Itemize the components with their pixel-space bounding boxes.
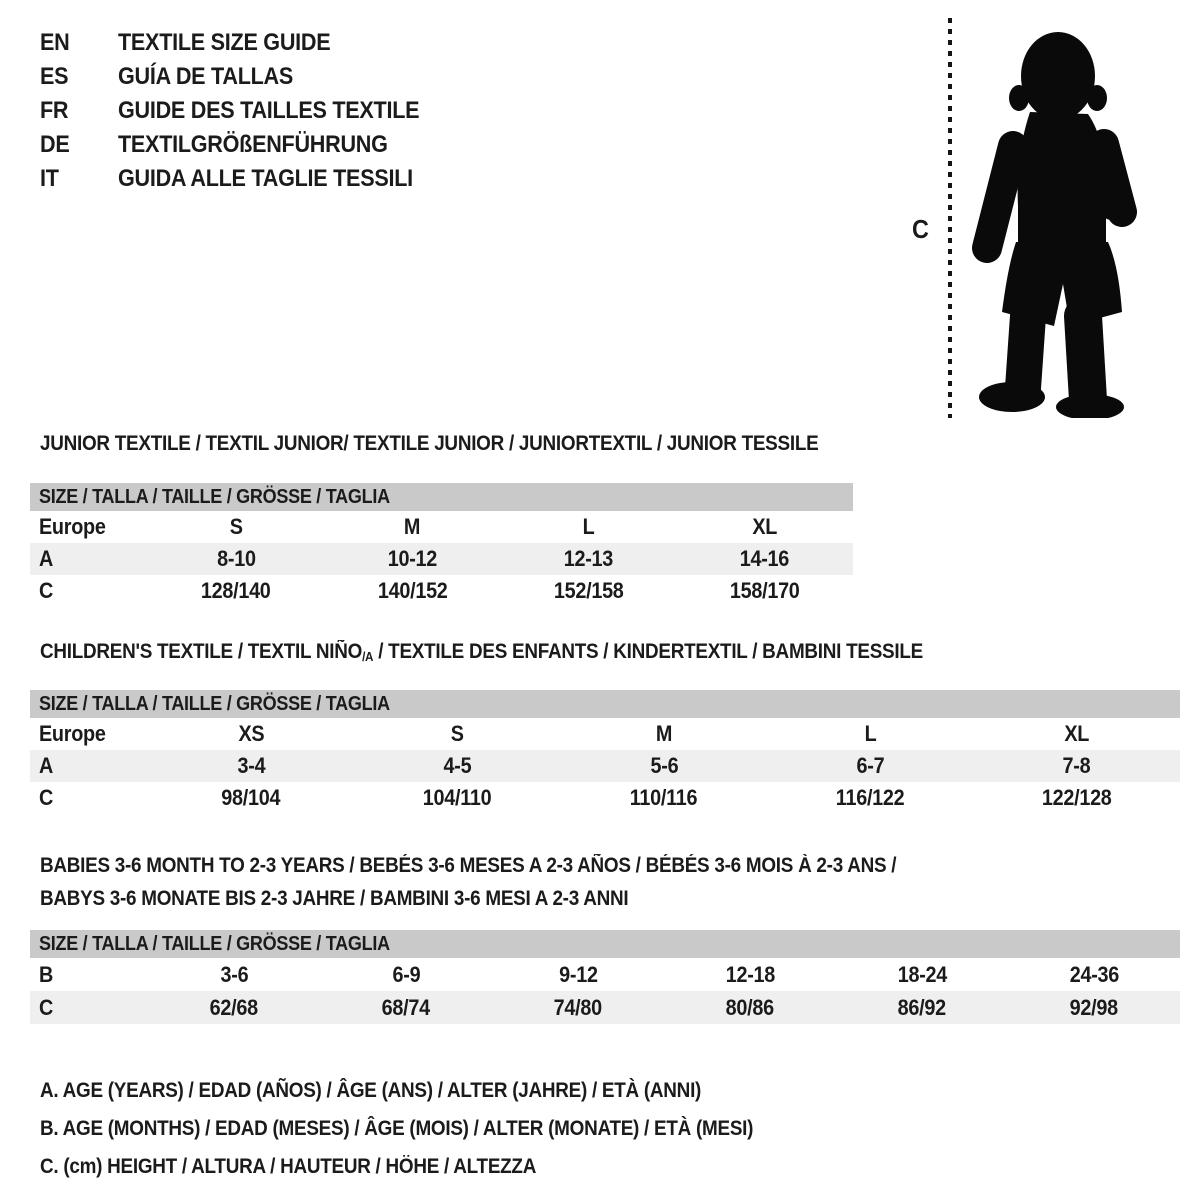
- table-cell: [664, 995, 836, 1021]
- babies-heading-line1: BABIES 3-6 MONTH TO 2-3 YEARS / BEBÉS 3-6 MESES A 2-3 AÑOS / BÉBÉS 3-6 MOIS À 2-3 ANS /: [40, 854, 897, 877]
- table-cell-text: 152/158: [553, 578, 624, 603]
- language-row-en: [40, 26, 453, 60]
- row-label-text: A: [39, 753, 54, 778]
- table-cell: [324, 514, 500, 540]
- table-cell: [320, 962, 492, 988]
- table-cell: [324, 578, 500, 604]
- size-header-bar: [30, 483, 853, 511]
- table-cell: [501, 514, 677, 540]
- table-row: [30, 718, 1180, 750]
- table-row: [30, 958, 1180, 991]
- legend-text-c: C. (cm) HEIGHT / ALTURA / HAUTEUR / HÖHE / ALTEZZA: [40, 1155, 537, 1178]
- language-code: FR: [40, 97, 69, 124]
- table-cell: [561, 721, 767, 747]
- table-cell: [148, 995, 320, 1021]
- table-cell: [767, 753, 973, 779]
- table-cell: [561, 785, 767, 811]
- table-cell-text: 158/170: [730, 578, 800, 603]
- table-cell-text: 5-6: [650, 753, 678, 778]
- table-row: [30, 750, 1180, 782]
- table-cell-text: 6-7: [856, 753, 885, 778]
- table-cell: [148, 785, 354, 811]
- language-title: GUIDA ALLE TAGLIE TESSILI: [118, 165, 413, 192]
- table-cell: [148, 962, 320, 988]
- table-cell: [501, 578, 677, 604]
- language-title-list: [40, 26, 453, 196]
- row-label: [30, 962, 148, 988]
- language-row-es: [40, 60, 453, 94]
- table-cell-text: 110/116: [630, 785, 698, 810]
- table-cell-text: L: [864, 721, 877, 746]
- table-cell: [148, 546, 324, 572]
- legend-line-b: [40, 1110, 832, 1148]
- row-label: [30, 578, 148, 604]
- table-cell-text: 140/152: [377, 578, 448, 603]
- table-cell-text: XS: [238, 721, 265, 746]
- junior-heading-text: JUNIOR TEXTILE / TEXTIL JUNIOR/ TEXTILE JUNIOR / JUNIORTEXTIL / JUNIOR TESSILE: [40, 432, 819, 455]
- language-title: TEXTILGRÖßENFÜHRUNG: [118, 131, 388, 158]
- language-row-fr: [40, 94, 453, 128]
- table-cell: [501, 546, 677, 572]
- table-cell-text: 68/74: [381, 994, 431, 1020]
- table-cell-text: 12-13: [563, 546, 614, 571]
- table-cell-text: 98/104: [221, 785, 281, 810]
- table-cell-text: 18-24: [897, 961, 947, 987]
- row-label-text: C: [39, 785, 54, 810]
- table-cell-text: 104/110: [423, 785, 492, 810]
- height-measure-label: [912, 214, 930, 245]
- row-label-text: Europe: [39, 721, 106, 746]
- language-row-it: [40, 162, 453, 196]
- junior-size-table: [30, 483, 853, 607]
- table-cell-text: 4-5: [443, 753, 472, 778]
- language-title: GUÍA DE TALLAS: [118, 63, 294, 90]
- language-code: DE: [40, 131, 70, 158]
- row-label: [30, 753, 148, 779]
- row-label: [30, 546, 148, 572]
- table-cell: [836, 995, 1008, 1021]
- table-cell: [354, 785, 560, 811]
- row-label-text: B: [39, 961, 54, 987]
- table-cell: [677, 514, 853, 540]
- table-cell-text: 6-9: [392, 961, 420, 987]
- row-label-text: C: [39, 994, 54, 1020]
- table-cell-text: 86/92: [897, 994, 947, 1020]
- row-label: [30, 995, 148, 1021]
- table-row: [30, 575, 853, 607]
- toddler-silhouette-icon: [966, 16, 1142, 418]
- table-cell: [561, 753, 767, 779]
- language-code: ES: [40, 63, 69, 90]
- table-cell-text: S: [451, 721, 465, 746]
- table-cell-text: 7-8: [1062, 753, 1091, 778]
- table-cell-text: 122/128: [1041, 785, 1112, 810]
- legend-line-c: [40, 1148, 832, 1186]
- junior-section-heading: [40, 432, 905, 456]
- table-cell: [974, 753, 1180, 779]
- table-row: [30, 543, 853, 575]
- table-cell: [492, 962, 664, 988]
- babies-heading-line2: BABYS 3-6 MONATE BIS 2-3 JAHRE / BAMBINI 3-6 MESI A 2-3 ANNI: [40, 887, 629, 910]
- table-cell-text: M: [404, 514, 421, 539]
- table-cell: [354, 721, 560, 747]
- table-cell: [320, 995, 492, 1021]
- table-cell: [354, 753, 560, 779]
- table-cell-text: 8-10: [216, 546, 256, 571]
- table-row: [30, 991, 1180, 1024]
- table-cell-text: 74/80: [553, 994, 603, 1020]
- height-measure-letter: C: [912, 214, 929, 244]
- table-cell: [1008, 962, 1180, 988]
- table-cell: [148, 721, 354, 747]
- language-code: EN: [40, 29, 70, 56]
- table-cell: [974, 785, 1180, 811]
- children-size-table: [30, 690, 1180, 814]
- language-row-de: [40, 128, 453, 162]
- language-title: GUIDE DES TAILLES TEXTILE: [118, 97, 420, 124]
- table-cell: [767, 721, 973, 747]
- table-cell: [836, 962, 1008, 988]
- babies-section-heading: [40, 849, 991, 915]
- babies-size-table: [30, 930, 1180, 1024]
- table-cell-text: XL: [1064, 721, 1090, 746]
- language-title: TEXTILE SIZE GUIDE: [118, 29, 331, 56]
- table-row: [30, 782, 1180, 814]
- row-label: [30, 721, 148, 747]
- table-cell: [492, 995, 664, 1021]
- size-header-text: SIZE / TALLA / TAILLE / GRÖSSE / TAGLIA: [39, 932, 390, 955]
- size-header-bar: [30, 690, 1180, 718]
- table-cell-text: S: [229, 514, 243, 539]
- table-cell-text: 14-16: [740, 546, 790, 571]
- size-header-text: SIZE / TALLA / TAILLE / GRÖSSE / TAGLIA: [39, 692, 390, 715]
- size-header-text: SIZE / TALLA / TAILLE / GRÖSSE / TAGLIA: [39, 485, 390, 508]
- legend-text-b: B. AGE (MONTHS) / EDAD (MESES) / ÂGE (MOIS) / ALTER (MONATE) / ETÀ (MESI): [40, 1117, 754, 1140]
- table-cell-text: 3-6: [220, 961, 248, 987]
- table-cell-text: 80/86: [725, 994, 775, 1020]
- table-cell: [974, 721, 1180, 747]
- table-cell: [1008, 995, 1180, 1021]
- children-heading-post: / TEXTILE DES ENFANTS / KINDERTEXTIL / BAMBINI TESSILE: [373, 640, 923, 663]
- table-cell-text: 128/140: [201, 578, 271, 603]
- table-cell-text: L: [582, 514, 595, 539]
- children-heading-pre: CHILDREN'S TEXTILE / TEXTIL NIÑO: [40, 640, 363, 663]
- table-cell: [148, 753, 354, 779]
- row-label: [30, 785, 148, 811]
- table-cell-text: 116/122: [836, 785, 905, 810]
- table-cell: [324, 546, 500, 572]
- language-code: IT: [40, 165, 59, 192]
- table-cell-text: 92/98: [1069, 994, 1119, 1020]
- legend-line-a: [40, 1072, 832, 1110]
- table-cell-text: 12-18: [725, 961, 775, 987]
- table-cell-text: 3-4: [237, 753, 266, 778]
- table-cell: [677, 546, 853, 572]
- row-label-text: Europe: [39, 514, 106, 539]
- height-measure-dashed-line: [948, 18, 952, 418]
- table-cell: [767, 785, 973, 811]
- table-cell: [148, 514, 324, 540]
- table-cell-text: 10-12: [387, 546, 438, 571]
- measure-legend: [40, 1072, 832, 1186]
- table-cell-text: 9-12: [558, 961, 598, 987]
- size-header-bar: [30, 930, 1180, 958]
- table-cell-text: 62/68: [209, 994, 259, 1020]
- table-cell: [148, 578, 324, 604]
- table-cell: [664, 962, 836, 988]
- table-cell-text: M: [655, 721, 673, 746]
- row-label-text: A: [39, 546, 54, 571]
- table-cell-text: 24-36: [1069, 961, 1119, 987]
- table-row: [30, 511, 853, 543]
- row-label: [30, 514, 148, 540]
- children-heading-subscript: /A: [362, 649, 374, 664]
- children-heading-text: [40, 640, 923, 669]
- row-label-text: C: [39, 578, 54, 603]
- children-section-heading: [40, 640, 1021, 669]
- legend-text-a: A. AGE (YEARS) / EDAD (AÑOS) / ÂGE (ANS) / ALTER (JAHRE) / ETÀ (ANNI): [40, 1079, 702, 1102]
- table-cell: [677, 578, 853, 604]
- table-cell-text: XL: [752, 514, 778, 539]
